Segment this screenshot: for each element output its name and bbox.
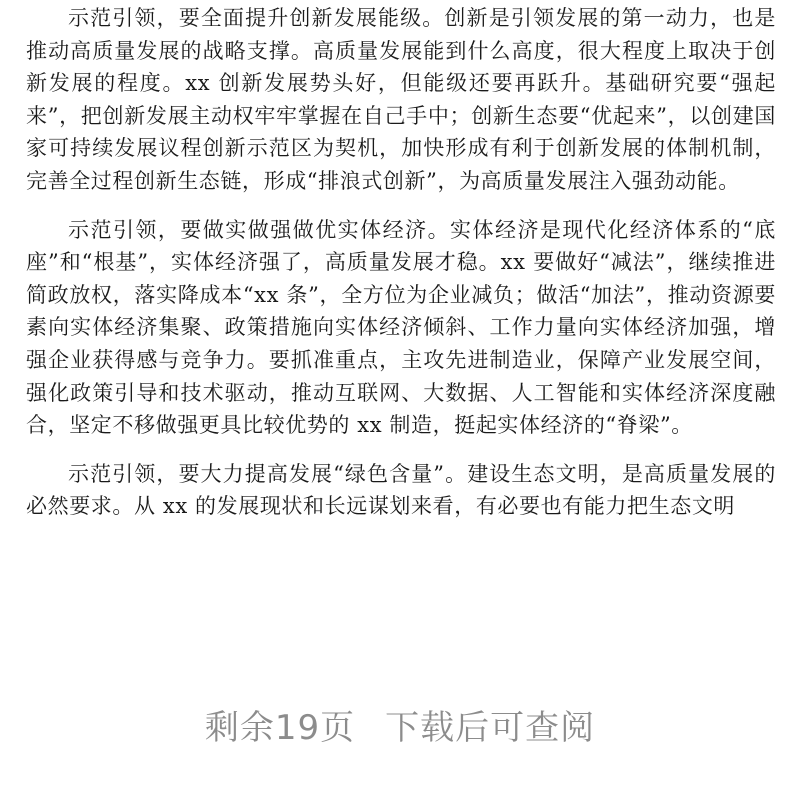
paragraph-innovation: 示范引领，要全面提升创新发展能级。创新是引领发展的第一动力，也是推动高质量发展的战略支撑。高质量发展能到什么高度，很大程度上取决于创新发展的程度。xx 创新发展势头好，但能级还要再跃升。基础研究要“强起来”，把创新发展主动权牢牢掌握在自己手中；创新生态要“优起来”，以创建国家可持续发展议程创新示范区为契机，加快形成有利于创新发展的体制机制，完善全过程创新生态链，形成“排浪式创新”，为高质量发展注入强劲动能。 bbox=[26, 6, 776, 193]
remaining-pages-text: 剩余19页 bbox=[204, 708, 356, 748]
download-hint-text: 下载后可查阅 bbox=[385, 708, 596, 748]
paragraph-real-economy: 示范引领，要做实做强做优实体经济。实体经济是现代化经济体系的“底座”和“根基”，实体经济强了，高质量发展才稳。xx 要做好“减法”，继续推进简政放权，落实降成本“xx 条”，全方位为企业减负；做活“加法”，推动资源要素向实体经济集聚、政策措施向实体经济倾斜、工作力量向实体经济加强，增强企业获得感与竞争力。要抓准重点，主攻先进制造业，保障产业发展空间，强化政策引导和技术驱动，推动互联网、大数据、人工智能和实体经济深度融合，坚定不移做强更具比较优势的 xx 制造，挺起实体经济的“脊梁”。 bbox=[26, 217, 776, 438]
remaining-pages-banner[interactable] bbox=[0, 700, 800, 756]
document-body bbox=[26, 2, 776, 523]
paragraph-green-development: 示范引领，要大力提高发展“绿色含量”。建设生态文明，是高质量发展的必然要求。从 xx 的发展现状和长远谋划来看，有必要也有能力把生态文明 bbox=[26, 461, 776, 519]
